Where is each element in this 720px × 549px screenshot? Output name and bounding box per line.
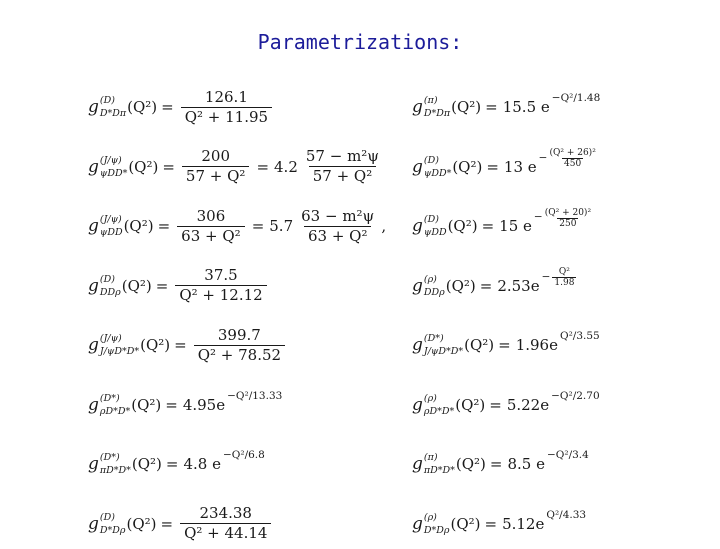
coupling-subscript: ψDD*	[99, 167, 128, 179]
coefficient: 2.53e	[497, 276, 540, 295]
argument: (Q²)	[455, 395, 486, 414]
coupling-letter: g	[412, 335, 423, 355]
coupling-symbol	[412, 215, 448, 237]
formula-row	[412, 82, 600, 132]
numerator: 57 − m²ψ	[305, 147, 380, 165]
exponent-fraction	[549, 148, 595, 169]
denominator: 57 + Q²	[182, 166, 250, 186]
coupling-symbol	[88, 275, 122, 297]
formula-row	[88, 380, 282, 430]
argument: (Q²)	[455, 455, 486, 473]
coefficient: 5.7	[269, 217, 294, 235]
coupling-superscript: (J/ψ)	[99, 154, 122, 166]
coupling-symbol	[412, 513, 450, 535]
coupling-indices	[100, 453, 131, 475]
coupling-superscript: (D)	[423, 154, 439, 166]
coupling-letter: g	[88, 216, 99, 236]
coupling-subscript: ψDD*	[423, 167, 452, 179]
coupling-symbol	[88, 513, 126, 535]
coupling-superscript: (J/ψ)	[99, 214, 122, 225]
coupling-subscript: DDρ	[423, 286, 445, 298]
coupling-superscript: (J/ψ)	[99, 333, 122, 344]
formula-row	[88, 201, 386, 251]
exponent: −Q²/3.4	[546, 449, 589, 461]
coupling-letter: g	[88, 394, 99, 415]
coupling-letter: g	[88, 335, 99, 355]
fraction	[181, 88, 272, 127]
equals-sign: =	[165, 395, 178, 414]
coupling-indices	[424, 394, 454, 416]
argument: (Q²)	[451, 98, 482, 116]
formula-row	[88, 82, 275, 132]
exponent: −Q²/1.48	[551, 92, 601, 104]
coupling-indices	[424, 275, 445, 297]
coupling-subscript: πD*D*	[423, 465, 455, 476]
equals-sign: =	[174, 336, 187, 354]
trailing-comma: ,	[381, 217, 387, 235]
coupling-letter: g	[412, 216, 423, 236]
coupling-letter: g	[88, 513, 99, 534]
coupling-symbol	[88, 394, 131, 416]
formula-row	[88, 499, 274, 549]
coupling-subscript: J/ψD*D*	[99, 346, 140, 357]
argument: (Q²)	[128, 157, 159, 176]
coefficient: 1.96e	[515, 336, 558, 354]
fraction	[182, 147, 250, 186]
coefficient: 4.95e	[182, 395, 226, 414]
exponent-sign: −	[538, 151, 548, 164]
numerator: 234.38	[199, 504, 252, 522]
argument: (Q²)	[450, 514, 481, 533]
coefficient: 15 e	[499, 217, 532, 235]
coupling-indices	[100, 215, 123, 237]
numerator: 63 − m²ψ	[301, 206, 375, 225]
exponent: Q²/4.33	[546, 508, 587, 521]
coupling-symbol	[88, 215, 124, 237]
coupling-subscript: D*Dρ	[423, 524, 450, 536]
coupling-subscript: ψDD	[99, 227, 123, 238]
coupling-superscript: (D*)	[99, 452, 120, 463]
equals-sign: =	[498, 336, 511, 354]
argument: (Q²)	[127, 98, 158, 116]
coefficient: 15.5 e	[502, 98, 550, 116]
numerator: 399.7	[217, 325, 261, 344]
exponent: −Q²/6.8	[222, 449, 265, 461]
coupling-letter: g	[412, 394, 423, 415]
coupling-symbol	[412, 156, 452, 178]
coupling-letter: g	[412, 454, 423, 474]
coupling-indices	[100, 275, 121, 297]
numerator: 200	[201, 147, 230, 165]
coupling-subscript: ρD*D*	[423, 405, 455, 417]
coupling-symbol	[88, 453, 132, 475]
coupling-indices	[100, 156, 127, 178]
page-title: Parametrizations:	[257, 30, 463, 54]
exponent-fraction	[545, 208, 591, 229]
denominator: Q² + 12.12	[175, 285, 266, 305]
denominator: 57 + Q²	[309, 166, 377, 186]
coupling-superscript: (D)	[99, 273, 115, 285]
formula-row	[412, 439, 589, 489]
equals-sign: =	[155, 276, 169, 295]
exponent-denominator: 1.98	[554, 278, 575, 288]
coupling-indices	[424, 453, 455, 475]
denominator: 63 + Q²	[304, 226, 372, 246]
coupling-subscript: ψDD	[423, 227, 447, 238]
equals-sign: =	[160, 514, 174, 533]
equals-sign: =	[161, 98, 174, 116]
coefficient: 5.22e	[506, 395, 550, 414]
coupling-superscript: (ρ)	[423, 273, 437, 285]
coupling-indices	[100, 394, 130, 416]
equals-sign: =	[256, 157, 270, 176]
exponent-numerator: (Q² + 20)²	[544, 207, 592, 218]
argument: (Q²)	[452, 157, 483, 176]
coupling-indices	[424, 215, 447, 237]
coupling-symbol	[88, 334, 140, 356]
numerator: 306	[196, 206, 226, 225]
coupling-superscript: (ρ)	[423, 392, 437, 404]
argument: (Q²)	[123, 217, 154, 235]
coupling-letter: g	[412, 275, 423, 296]
denominator: Q² + 11.95	[181, 107, 272, 127]
coupling-symbol	[412, 275, 446, 297]
coupling-subscript: ρD*D*	[99, 405, 131, 417]
argument: (Q²)	[140, 336, 171, 354]
formula-row	[88, 261, 270, 311]
coefficient: 4.2	[274, 157, 298, 176]
coupling-subscript: DDρ	[99, 286, 121, 298]
equals-sign: =	[479, 276, 493, 295]
numerator: 126.1	[204, 87, 248, 106]
argument: (Q²)	[131, 395, 162, 414]
coupling-letter: g	[88, 97, 99, 117]
coupling-indices	[100, 513, 126, 535]
formula-row	[88, 142, 386, 192]
equals-sign: =	[165, 455, 179, 473]
exponent-sign: −	[541, 270, 551, 283]
formula-row	[412, 499, 586, 549]
argument: (Q²)	[121, 276, 152, 295]
formula-row	[412, 320, 600, 370]
coupling-subscript: D*Dπ	[99, 108, 127, 119]
exponent-fraction	[552, 267, 576, 288]
coefficient: 13 e	[503, 157, 537, 176]
coupling-subscript: J/ψD*D*	[423, 346, 464, 357]
equals-sign: =	[481, 217, 495, 235]
coupling-indices	[424, 96, 450, 118]
coefficient: 4.8 e	[183, 455, 221, 473]
fraction	[194, 326, 285, 365]
coupling-subscript: πD*D*	[99, 465, 131, 476]
argument: (Q²)	[126, 514, 157, 533]
coupling-superscript: (D*)	[99, 392, 120, 404]
denominator: Q² + 44.14	[180, 523, 271, 543]
coupling-symbol	[412, 96, 451, 118]
coupling-indices	[100, 96, 126, 118]
exponent-numerator: Q²	[558, 267, 570, 277]
coupling-superscript: (π)	[423, 452, 438, 463]
coupling-superscript: (D)	[99, 511, 115, 523]
equals-sign: =	[485, 98, 498, 116]
exponent: Q²/3.55	[559, 330, 600, 342]
coupling-superscript: (D*)	[423, 333, 444, 344]
formula-row	[412, 380, 600, 430]
coupling-subscript: D*Dρ	[99, 524, 126, 536]
argument: (Q²)	[131, 455, 162, 473]
argument: (Q²)	[445, 276, 476, 295]
coupling-indices	[424, 156, 451, 178]
coupling-letter: g	[412, 513, 423, 534]
coupling-superscript: (D)	[99, 95, 115, 106]
denominator: Q² + 78.52	[194, 345, 285, 365]
exponent-denominator: 250	[559, 218, 577, 229]
coefficient: 8.5 e	[507, 455, 545, 473]
equals-sign: =	[162, 157, 175, 176]
coupling-letter: g	[88, 156, 99, 177]
formula-row	[412, 261, 576, 311]
formula-row	[412, 142, 596, 192]
coupling-superscript: (π)	[423, 95, 438, 106]
exponent: −Q²/2.70	[551, 389, 600, 402]
coupling-superscript: (ρ)	[423, 511, 437, 523]
coupling-letter: g	[412, 156, 423, 177]
coupling-indices	[100, 334, 139, 356]
exponent: −Q²/13.33	[227, 389, 283, 402]
coupling-indices	[424, 513, 450, 535]
equals-sign: =	[489, 455, 503, 473]
coupling-indices	[424, 334, 463, 356]
argument: (Q²)	[447, 217, 478, 235]
denominator: 63 + Q²	[177, 226, 245, 246]
coupling-symbol	[88, 96, 127, 118]
coupling-symbol	[412, 334, 464, 356]
coupling-symbol	[412, 394, 455, 416]
argument: (Q²)	[464, 336, 495, 354]
coefficient: 5.12e	[502, 514, 545, 533]
exponent-numerator: (Q² + 26)²	[549, 148, 596, 158]
coupling-symbol	[88, 156, 128, 178]
coupling-letter: g	[88, 454, 99, 474]
equals-sign: =	[489, 395, 502, 414]
fraction	[180, 504, 271, 543]
coupling-letter: g	[88, 275, 99, 296]
formula-row	[412, 201, 591, 251]
equals-sign: =	[157, 217, 171, 235]
fraction	[297, 207, 378, 246]
equals-sign: =	[251, 217, 265, 235]
coupling-superscript: (D)	[423, 214, 439, 225]
fraction	[177, 207, 245, 246]
formula-row	[88, 439, 265, 489]
fraction	[175, 266, 266, 305]
numerator: 37.5	[204, 266, 238, 284]
exponent-sign: −	[533, 211, 543, 223]
fraction	[302, 147, 383, 186]
coupling-letter: g	[412, 97, 423, 117]
equals-sign: =	[486, 157, 499, 176]
coupling-symbol	[412, 453, 456, 475]
equals-sign: =	[484, 514, 498, 533]
exponent-denominator: 450	[564, 159, 582, 169]
formula-row	[88, 320, 288, 370]
coupling-subscript: D*Dπ	[423, 108, 451, 119]
